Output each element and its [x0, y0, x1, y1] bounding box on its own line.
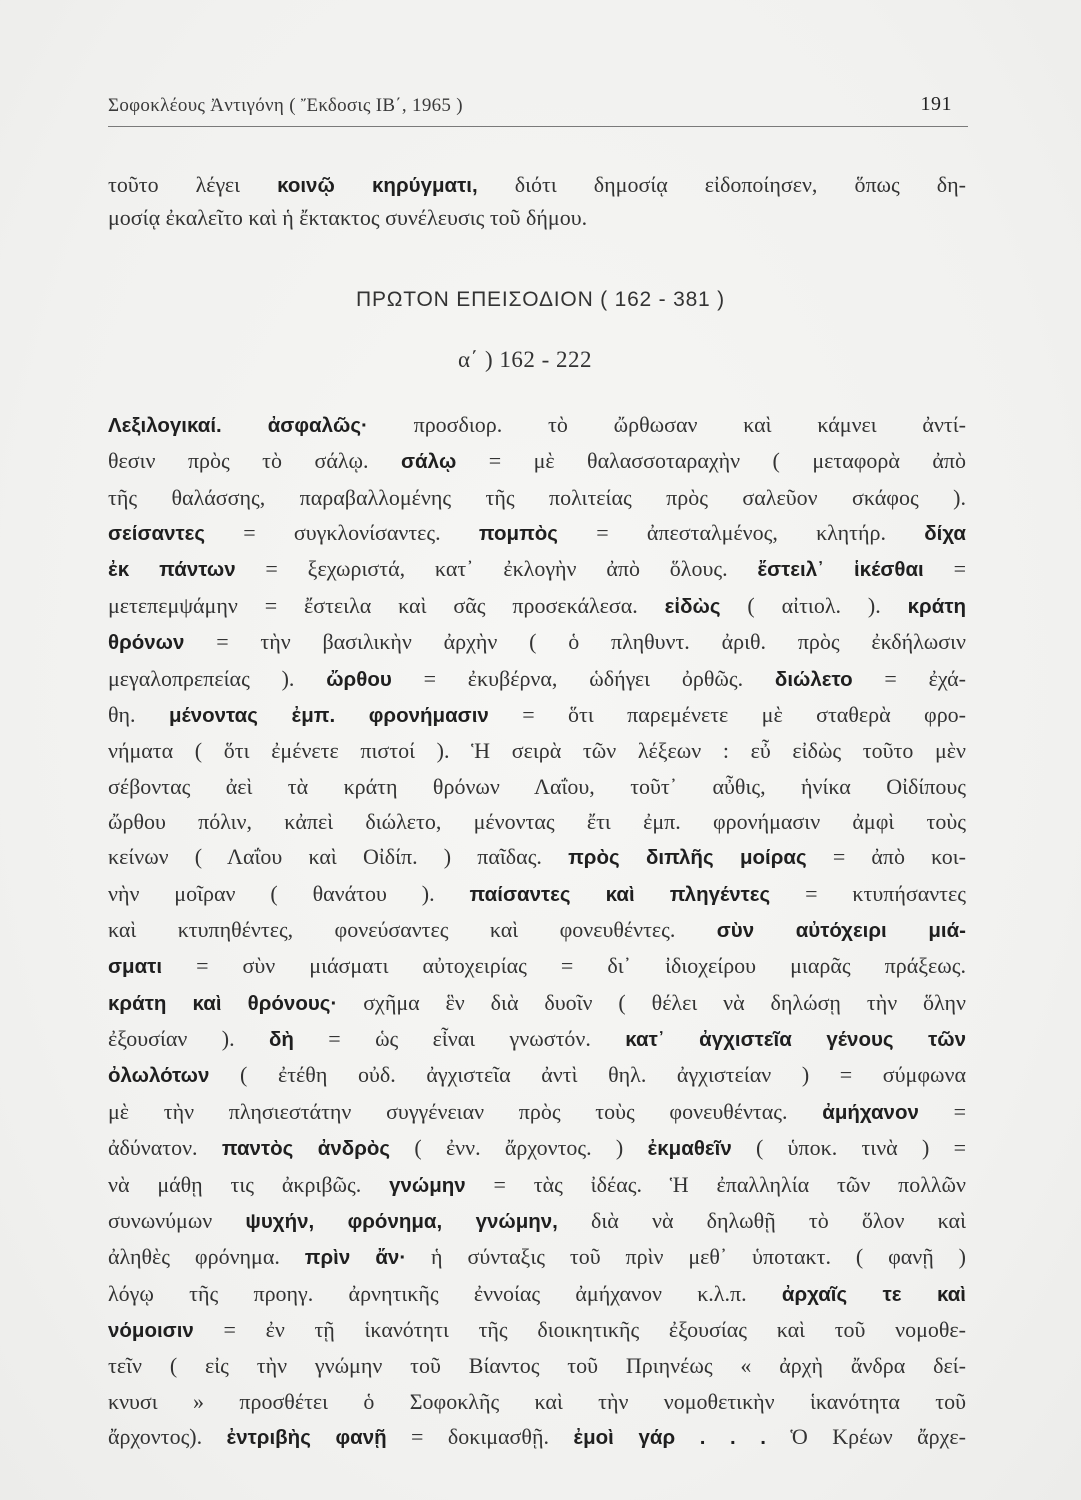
text-line [108, 588, 966, 624]
gloss-text: ὤρθου πόλιν, κἀπεὶ διώλετο, μένοντας ἔτι ἐμπ. φρονήμασιν ἀμφὶ τοὺς [108, 808, 966, 834]
gloss-text: ἀδύνατον. [108, 1135, 222, 1161]
lemma-term: σάλῳ [400, 450, 457, 474]
gloss-text: = τὴν βασιλικὴν ἀρχὴν ( ὁ πληθυντ. ἀριθ. πρὸς ἐκδήλωσιν [184, 629, 966, 655]
lemma-term: μένοντας ἐμπ. φρονήμασιν [168, 703, 489, 727]
gloss-text: τῆς θαλάσσης, παραβαλλομένης τῆς πολιτείας πρὸς σαλεῦον σκάφος ). [108, 484, 966, 510]
lemma-term: ἐκμαθεῖν [647, 1137, 732, 1161]
gloss-text: λόγῳ τῆς προηγ. ἀρνητικῆς ἐννοίας ἀμήχανον κ.λ.π. [108, 1280, 782, 1306]
gloss-text: νήματα ( ὅτι ἐμένετε πιστοί ). Ἡ σειρὰ τῶν λέξεων : εὖ εἰδὼς τοῦτο μὲν [108, 738, 966, 764]
text-line [108, 1094, 966, 1130]
page-number: 191 [920, 93, 952, 115]
lemma-term: πρὶν ἄν· [304, 1246, 407, 1270]
gloss-text: = [923, 556, 966, 582]
gloss-text: = δοκιμασθῇ. [386, 1424, 574, 1450]
gloss-text: μοσίᾳ ἐκαλεῖτο καὶ ἡ ἔκτακτος συνέλευσις τοῦ δήμου. [108, 205, 588, 230]
gloss-text: κείνων ( Λαΐου καὶ Οἰδίπ. ) παῖδας. [108, 844, 569, 870]
lemma-term: δὴ [268, 1028, 294, 1052]
lemma-term: ἐντριβὴς φανῇ [226, 1426, 387, 1450]
lemma-term: διώλετο [774, 667, 853, 691]
gloss-text: = σὺν μιάσματι αὐτοχειρίας = δι᾿ ἰδιοχείρου μιαρᾶς πράξεως. [162, 953, 966, 979]
text-line [108, 1057, 966, 1093]
gloss-text: ( ὑποκ. τινὰ ) = [731, 1135, 966, 1161]
text-line [108, 1130, 966, 1166]
gloss-text: ἄρχοντος). [108, 1424, 227, 1450]
lemma-term: πομπὸς [478, 522, 558, 546]
text-line [108, 912, 966, 948]
lemma-term: θρόνων [108, 631, 185, 655]
text-line [108, 1348, 966, 1383]
text-line [108, 480, 966, 515]
text-line [108, 515, 966, 551]
lemma-term: ἀρχαῖς τε καὶ [781, 1282, 967, 1306]
gloss-text: μεγαλοπρεπείας ). [108, 665, 327, 691]
gloss-text: προσδιορ. τὸ ὤρθωσαν καὶ κάμνει ἀντί- [367, 412, 966, 437]
text-line [108, 202, 966, 234]
lemma-term: δίχα [924, 522, 967, 546]
gloss-text: διότι δημοσίᾳ εἰδοποίησεν, ὅπως δη- [477, 172, 966, 197]
lemma-term: σὺν αὐτόχειρι μιά- [716, 919, 967, 943]
gloss-text: μετεπεμψάμην = ἔστειλα καὶ σᾶς προσεκάλεσα. [108, 592, 665, 618]
section-subheading: α΄ ) 162 - 222 [457, 347, 593, 372]
gloss-text: ἀληθὲς φρόνημα. [108, 1244, 305, 1270]
text-line [108, 624, 966, 660]
gloss-text: = ἐχά- [852, 665, 967, 691]
lemma-term: ἐκ πάντων [108, 558, 236, 582]
gloss-text: = μὲ θαλασσοταραχὴν ( μεταφορὰ ἀπὸ [456, 448, 966, 474]
gloss-text: ( αἰτιολ. ). [720, 592, 908, 618]
lemma-term: κράτη [907, 594, 966, 618]
gloss-text: τεῖν ( εἰς τὴν γνώμην τοῦ Βίαντος τοῦ Πριηνέως « ἀρχὴ ἄνδρα δεί- [108, 1353, 966, 1379]
gloss-text: = κτυπήσαντες [770, 880, 966, 906]
text-line [108, 985, 966, 1021]
text-line [108, 1239, 966, 1275]
gloss-text: = ἐν τῇ ἱκανότητι τῆς διοικητικῆς ἐξουσίας καὶ τοῦ νομοθε- [193, 1316, 966, 1342]
lemma-term: παντὸς ἀνδρὸς [221, 1137, 391, 1161]
lemma-term: ἐμοὶ γάρ . . . [573, 1426, 766, 1450]
gloss-text: = ἐκυβέρνα, ὡδήγει ὀρθῶς. [391, 665, 775, 691]
text-line [108, 733, 966, 768]
gloss-text: ( ἐτέθη οὐδ. ἀγχιστεῖα ἀντὶ θηλ. ἀγχιστείαν ) = σύμφωνα [209, 1062, 966, 1088]
gloss-text: κνυσι » προσθέτει ὁ Σοφοκλῆς καὶ τὴν νομοθετικὴν ἱκανότητα τοῦ [108, 1388, 966, 1414]
gloss-text: καὶ κτυπηθέντες, φονεύσαντες καὶ φονευθέντες. [108, 917, 717, 943]
commentary-paragraph [108, 407, 966, 1455]
lemma-term: πρὸς διπλῆς μοίρας [568, 846, 807, 870]
text-line [108, 443, 966, 479]
text-line [108, 769, 966, 804]
intro-paragraph [108, 169, 966, 234]
gloss-text: Ὁ Κρέων ἄρχε- [766, 1424, 966, 1450]
lemma-term: γνώμην [389, 1173, 466, 1197]
lemma-term: νόμοισιν [108, 1318, 194, 1342]
text-line [108, 697, 966, 733]
gloss-text: μὲ τὴν πλησιεστάτην συγγένειαν πρὸς τοὺς φονευθέντας. [108, 1098, 823, 1124]
section-heading: ΠΡΩΤΟΝ ΕΠΕΙΣΟΔΙΟΝ ( 162 - 381 ) [356, 288, 725, 311]
lemma-term: κοινῷ κηρύγματι, [277, 174, 478, 197]
header-rule [108, 126, 968, 127]
lemma-term: ἀμήχανον [822, 1100, 919, 1124]
lemma-term: κράτη καὶ θρόνους· [108, 991, 338, 1015]
gloss-text: θη. [108, 701, 169, 727]
gloss-text: = ὡς εἶναι γνωστόν. [293, 1026, 626, 1052]
text-line [108, 876, 966, 912]
text-line [108, 804, 966, 839]
gloss-text: συνωνύμων [108, 1207, 246, 1233]
gloss-text: θεσιν πρὸς τὸ σάλῳ. [108, 448, 401, 474]
lemma-term: ὀλωλότων [108, 1064, 210, 1088]
lemma-term: σματι [108, 955, 163, 979]
lemma-term: εἰδὼς [664, 594, 721, 618]
text-line [108, 1312, 966, 1348]
gloss-text: σέβοντας ἀεὶ τὰ κράτη θρόνων Λαΐου, τοῦτ᾿ αὖθις, ἡνίκα Οἰδίπους [108, 773, 966, 799]
gloss-text: = [918, 1098, 966, 1124]
gloss-text: διὰ νὰ δηλωθῇ τὸ ὅλον καὶ [557, 1207, 966, 1233]
gloss-text: ( ἐνν. ἄρχοντος. ) [390, 1135, 648, 1161]
text-line [108, 1276, 966, 1312]
gloss-text: = ὅτι παρεμένετε μὲ σταθερὰ φρο- [488, 701, 966, 727]
lemma-term: ὤρθου [326, 667, 392, 691]
gloss-text: νὴν μοῖραν ( θανάτου ). [108, 880, 470, 906]
gloss-text: τοῦτο λέγει [108, 172, 278, 197]
text-line [108, 948, 966, 984]
gloss-text: ἡ σύνταξις τοῦ πρὶν μεθ᾿ ὑποτακτ. ( φανῇ ) [406, 1244, 966, 1270]
gloss-text: = ξεχωριστά, κατ᾿ ἐκλογὴν ἀπὸ ὅλους. [235, 556, 758, 582]
gloss-text: = ἀπεσταλμένος, κλητήρ. [557, 520, 925, 546]
lemma-term: παίσαντες καὶ πληγέντες [469, 882, 771, 906]
text-line [108, 839, 966, 875]
gloss-text: νὰ μάθῃ τις ἀκριβῶς. [108, 1171, 390, 1197]
text-line [108, 407, 966, 443]
text-line [108, 551, 966, 587]
text-line [108, 1203, 966, 1239]
gloss-text: ἐξουσίαν ). [108, 1026, 269, 1052]
gloss-text: = ἀπὸ κοι- [806, 844, 966, 870]
text-line [108, 661, 966, 697]
text-line [108, 1419, 966, 1455]
text-line [108, 1384, 966, 1419]
lemma-term: σείσαντες [108, 522, 206, 546]
gloss-text: = συγκλονίσαντες. [205, 520, 479, 546]
lemma-term: Λεξιλογικαί. ἀσφαλῶς· [108, 414, 368, 437]
lemma-term: κατ᾿ ἀγχιστεῖα γένους τῶν [625, 1028, 966, 1052]
text-line [108, 1021, 966, 1057]
lemma-term: ἔστειλ᾿ ἱκέσθαι [757, 558, 924, 582]
text-line [108, 1167, 966, 1203]
gloss-text: = τὰς ἰδέας. Ἡ ἐπαλληλία τῶν πολλῶν [465, 1171, 966, 1197]
text-line [108, 169, 966, 202]
lemma-term: ψυχήν, φρόνημα, γνώμην, [245, 1209, 558, 1233]
running-title: Σοφοκλέους Ἀντιγόνη ( Ἔκδοσις ΙΒ΄, 1965 ) [108, 95, 463, 116]
gloss-text: σχῆμα ἓν διὰ δυοῖν ( θέλει νὰ δηλώσῃ τὴν ὅλην [337, 989, 966, 1015]
